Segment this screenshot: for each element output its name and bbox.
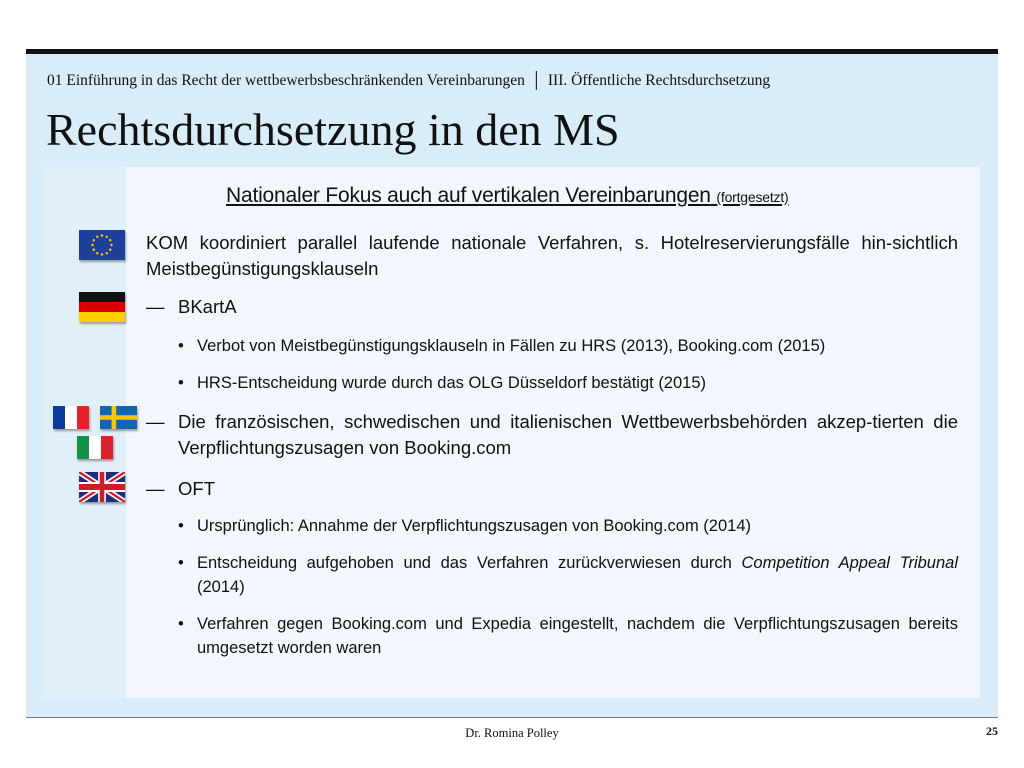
breadcrumb-chapter: 01 Einführung in das Recht der wettbewerbsbeschränkenden Vereinbarungen (47, 72, 525, 89)
dash-marker: — (146, 411, 165, 432)
bullet-marker: • (178, 517, 184, 535)
list-item-text-post: (2014) (197, 578, 245, 596)
italy-flag-icon (77, 436, 113, 459)
bullet-marker: • (178, 554, 184, 572)
section-heading (226, 184, 926, 208)
eu-flag-icon (79, 230, 125, 260)
section-heading-suffix: (fortgesetzt) (716, 189, 789, 205)
breadcrumb (47, 72, 977, 90)
list-item (178, 371, 958, 395)
tribunal-name: Competition Appeal Tribunal (741, 554, 958, 572)
bullet-marker: • (178, 615, 184, 633)
bullet-marker: • (178, 337, 184, 355)
oft-heading-text: OFT (178, 478, 215, 499)
bullet-marker: • (178, 374, 184, 392)
breadcrumb-separator: │ (530, 72, 542, 89)
list-item (178, 551, 958, 599)
list-item-text: Verbot von Meistbegünstigungsklauseln in Fällen zu HRS (2013), Booking.com (2015) (197, 337, 826, 355)
dash-marker: — (146, 296, 165, 317)
list-item (178, 514, 958, 538)
list-item-text: HRS-Entscheidung wurde durch das OLG Düsseldorf bestätigt (2015) (197, 374, 707, 392)
list-item (178, 334, 958, 358)
section-heading-text: Nationaler Fokus auch auf vertikalen Vereinbarungen (226, 184, 711, 207)
kom-paragraph: KOM koordiniert parallel laufende nationale Verfahren, s. Hotelreservierungsfälle hin-sichtlich Meistbegünstigungsklauseln (146, 232, 958, 279)
footer-divider (26, 717, 998, 718)
fr-se-it-text: Die französischen, schwedischen und italienischen Wettbewerbsbehörden akzep-tierten die Verpflichtungszusagen von Booking.com (178, 411, 958, 458)
fr-se-it-paragraph (146, 409, 958, 461)
list-item-text: Ursprünglich: Annahme der Verpflichtungszusagen von Booking.com (2014) (197, 517, 751, 535)
footer-author: Dr. Romina Polley (465, 726, 559, 740)
dash-marker: — (146, 478, 165, 499)
bkarta-heading-text: BKartA (178, 296, 237, 317)
page-title: Rechtsdurchsetzung in den MS (46, 104, 620, 155)
sweden-flag-icon (100, 406, 137, 429)
list-item-text-pre: Entscheidung aufgehoben und das Verfahren zurückverwiesen durch (197, 554, 732, 572)
france-flag-icon (53, 406, 89, 429)
germany-flag-icon (79, 292, 125, 322)
uk-flag-icon (79, 472, 125, 502)
bkarta-heading (146, 294, 958, 320)
oft-heading (146, 476, 958, 502)
list-item-text: Verfahren gegen Booking.com und Expedia eingestellt, nachdem die Verpflichtungszusagen bereits umgesetzt worden waren (197, 615, 958, 657)
page-number: 25 (986, 724, 998, 738)
breadcrumb-section: III. Öffentliche Rechtsdurchsetzung (547, 72, 771, 89)
list-item (178, 612, 958, 660)
